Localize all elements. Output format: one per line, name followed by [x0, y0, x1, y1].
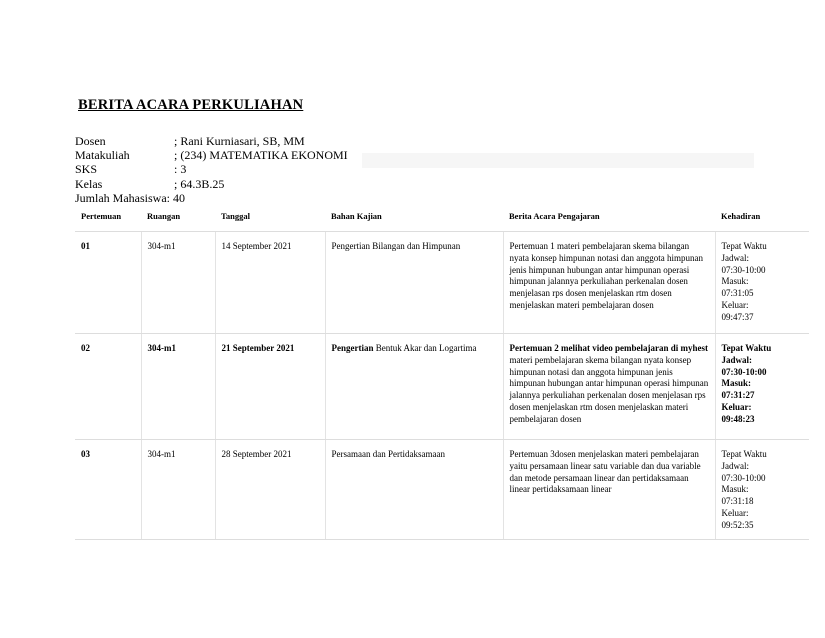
header-tanggal: Tanggal	[215, 207, 325, 232]
header-bahan-kajian: Bahan Kajian	[325, 207, 503, 232]
jadwal-label: Jadwal:	[721, 354, 753, 365]
sks-label: SKS	[75, 162, 98, 177]
bahan-text: Bentuk Akar dan Logartima	[373, 343, 477, 353]
faint-highlight	[362, 153, 754, 168]
table-row	[75, 334, 809, 440]
masuk-label: Masuk:	[721, 484, 749, 495]
masuk-label: Masuk:	[721, 378, 752, 389]
jumlah-label: Jumlah Mahasiswa	[75, 190, 167, 205]
jadwal-value: 07:30-10:00	[721, 264, 766, 275]
course-info	[75, 134, 348, 205]
table-row	[75, 232, 809, 334]
cell-ruangan: 304-m1	[141, 440, 215, 540]
cell-berita-acara: Pertemuan 1 materi pembelajaran skema bilangan nyata konsep himpunan notasi dan anggota himpunan jenis himpunan hubungan antar himpunan operasi himpunan jalannya perkuliahan perkenalan dosen menjelasan rps dosen menjelaskan rtm dosen menjelaskan materi pembelajaran dosen	[503, 232, 715, 334]
cell-kehadiran	[715, 440, 809, 540]
matakuliah-row	[75, 148, 348, 162]
kelas-value: ; 64.3B.25	[174, 176, 225, 191]
berita-text: materi pembelajaran skema bilangan nyata konsep himpunan notasi dan anggota himpunan jenis himpunan hubungan antar himpunan operasi himpunan jalannya perkuliahan perkenalan dosen menjelasan rps dosen menjelaskan rtm dosen menjelaskan materi pembelajaran dosen	[509, 354, 709, 424]
cell-berita-acara	[503, 334, 715, 440]
header-ruangan: Ruangan	[141, 207, 215, 232]
masuk-value: 07:31:27	[721, 390, 755, 401]
cell-pertemuan: 01	[75, 232, 141, 334]
cell-berita-acara: Pertemuan 3dosen menjelaskan materi pembelajaran yaitu persamaan linear satu variable dan dua variable dan metode persamaan linear dan pertidaksamaan linear pertidaksamaan linear	[503, 440, 715, 540]
matakuliah-label: Matakuliah	[75, 148, 130, 163]
jadwal-value: 07:30-10:00	[721, 472, 766, 483]
berita-bold-text: Pertemuan 2 melihat video pembelajaran di myhest	[509, 343, 708, 353]
cell-bahan-kajian: Pengertian Bilangan dan Himpunan	[325, 232, 503, 334]
masuk-label: Masuk:	[721, 276, 749, 287]
kehadiran-status: Tepat Waktu	[721, 241, 767, 251]
cell-bahan-kajian: Persamaan dan Pertidaksamaan	[325, 440, 503, 540]
kelas-label: Kelas	[75, 176, 103, 191]
kehadiran-status: Tepat Waktu	[721, 449, 767, 459]
kelas-row	[75, 177, 348, 191]
header-berita-acara: Berita Acara Pengajaran	[503, 207, 715, 232]
cell-pertemuan: 03	[75, 440, 141, 540]
jadwal-value: 07:30-10:00	[721, 366, 767, 377]
cell-kehadiran	[715, 232, 809, 334]
table-header-row	[75, 207, 809, 232]
keluar-value: 09:48:23	[721, 413, 755, 424]
matakuliah-value: ; (234) MATEMATIKA EKONOMI	[174, 148, 348, 163]
document-title: BERITA ACARA PERKULIAHAN	[78, 97, 304, 113]
jumlah-value: : 40	[166, 190, 185, 205]
cell-kehadiran	[715, 334, 809, 440]
dosen-label: Dosen	[75, 134, 106, 148]
kehadiran-status: Tepat Waktu	[721, 343, 772, 353]
cell-tanggal: 14 September 2021	[215, 232, 325, 334]
table-row	[75, 440, 809, 540]
sks-row	[75, 162, 348, 176]
header-pertemuan: Pertemuan	[75, 207, 141, 232]
keluar-value: 09:47:37	[721, 311, 754, 322]
cell-tanggal: 21 September 2021	[215, 334, 325, 440]
jumlah-row	[75, 191, 348, 205]
jadwal-label: Jadwal:	[721, 460, 749, 471]
dosen-value: ; Rani Kurniasari, SB, MM	[174, 134, 305, 148]
bahan-bold-text: Pengertian	[331, 343, 374, 353]
keluar-label: Keluar:	[721, 507, 749, 518]
keluar-value: 09:52:35	[721, 519, 754, 530]
sks-value: : 3	[174, 162, 187, 177]
keluar-label: Keluar:	[721, 401, 752, 412]
jadwal-label: Jadwal:	[721, 252, 749, 263]
cell-ruangan: 304-m1	[141, 232, 215, 334]
cell-tanggal: 28 September 2021	[215, 440, 325, 540]
attendance-table	[75, 207, 809, 540]
masuk-value: 07:31:05	[721, 288, 754, 299]
cell-ruangan: 304-m1	[141, 334, 215, 440]
masuk-value: 07:31:18	[721, 496, 754, 507]
keluar-label: Keluar:	[721, 299, 749, 310]
dosen-row	[75, 134, 348, 148]
cell-bahan-kajian	[325, 334, 503, 440]
header-kehadiran: Kehadiran	[715, 207, 809, 232]
cell-pertemuan: 02	[75, 334, 141, 440]
